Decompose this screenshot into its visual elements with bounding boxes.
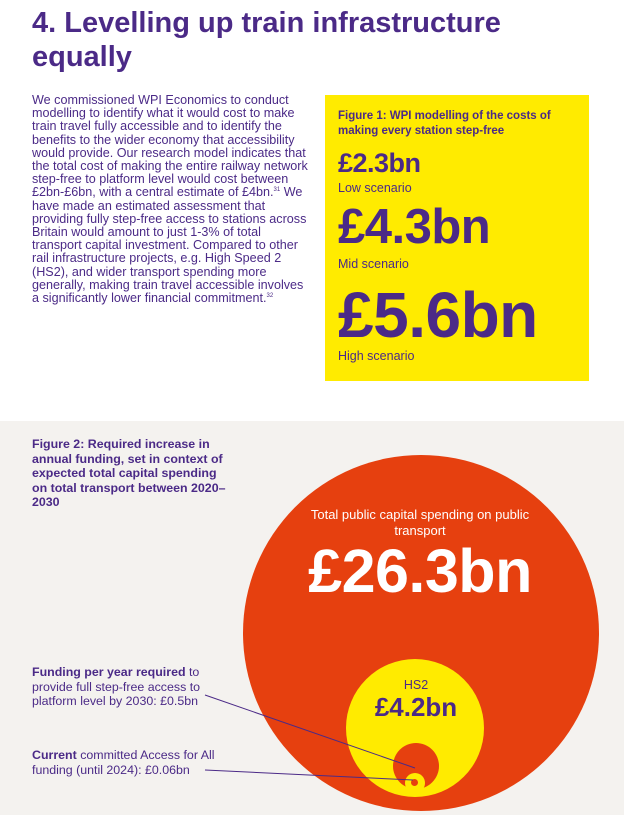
total-spending-value: £26.3bn [308,537,532,605]
required-funding-bold: Funding per year required [32,665,186,679]
hs2-value: £4.2bn [374,692,458,722]
required-funding-text: to provide full step-free access to platform level by 2030: £0.5bn [32,665,201,709]
intro-text-a: We commissioned WPI Economics to conduct modelling to identify what it would cost to make train travel fully accessible and to identify the benefits to the wider economy that accessibility would provide. Our research model indicates that the total cost of making the entire railway network step-free to platform level would cost between £2bn-£6bn, with a central estimate of £4bn. [32,93,308,200]
current-funding-annotation [32,748,222,777]
figure-2-title: Figure 2: Required increase in annual funding, set in context of expected total capital spending on total transport between 2020–2030 [32,437,226,510]
figure-1-title: Figure 1: WPI modelling of the costs of making every station step-free [338,110,551,137]
figure-1-box [325,95,589,381]
footnote-ref-31[interactable]: 31 [273,187,281,194]
hs2-label: HS2 [403,678,429,692]
mid-scenario-label: Mid scenario [338,257,409,271]
low-scenario-value: £2.3bn [338,148,421,178]
footnote-ref-32[interactable]: 32 [266,293,274,300]
high-scenario-value: £5.6bn [338,279,538,351]
section-heading: 4. Levelling up train infrastructure equally [32,7,501,73]
intro-paragraph [32,94,308,305]
current-leader-line [205,770,413,780]
required-funding-annotation [32,665,222,709]
required-leader-line [205,695,415,768]
figure-2-panel [0,421,624,815]
current-funding-text: committed Access for All funding (until 2024): £0.06bn [32,748,215,777]
high-scenario-label: High scenario [338,349,415,363]
total-spending-label: Total public capital spending on public transport [310,507,530,538]
current-funding-bold: Current [32,748,77,762]
intro-text-b: We have made an estimated assessment that providing fully step-free access to stations across Britain would amount to just 1-3% of total transport capital investment. Compared to other rail infrastructure projects, e.g. High Speed 2 (HS2), and wider transport spending more generally, making train travel accessible involves a significantly lower financial commitment. [32,185,307,306]
mid-scenario-value: £4.3bn [338,200,491,254]
low-scenario-label: Low scenario [338,181,412,195]
